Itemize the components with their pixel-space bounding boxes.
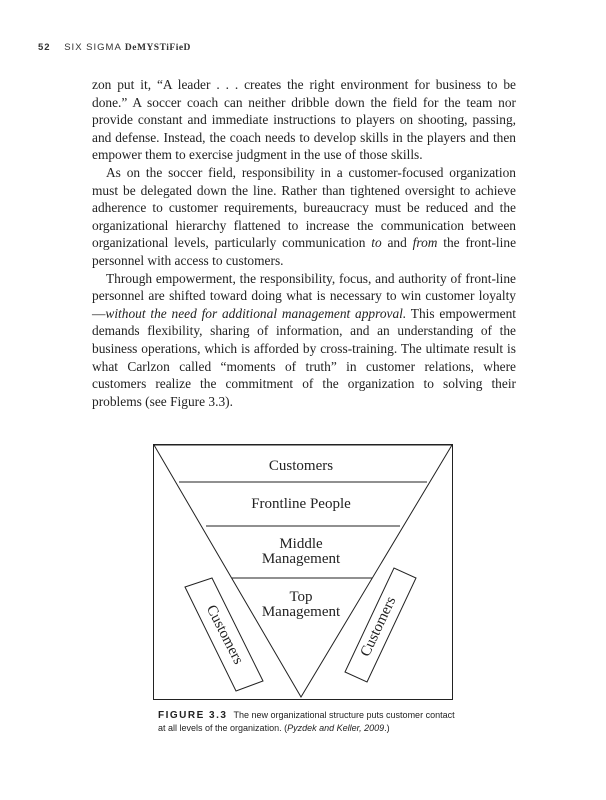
level-customers: Customers <box>268 458 334 474</box>
caption-close: .) <box>384 723 390 733</box>
figure-frame <box>154 445 453 700</box>
caption-citation: Pyzdek and Keller, 2009 <box>287 723 385 733</box>
book-title-suffix: DeMYSTiFieD <box>124 43 191 53</box>
level-top-line1: Top <box>289 589 313 605</box>
paragraph-3 <box>92 270 516 411</box>
figure-caption <box>158 709 458 735</box>
figure-label: FIGURE 3.3 <box>158 710 228 721</box>
body-text <box>92 76 516 410</box>
paragraph-2-text-b: and <box>381 235 413 251</box>
book-title: SIX SIGMA <box>64 42 122 53</box>
level-top-line2: Management <box>261 604 341 620</box>
paragraph-3-emphasis: without the need for additional management approval. <box>105 305 407 321</box>
paragraph-2-emphasis-from: from <box>412 235 438 251</box>
paragraph-3-text-b: This empowerment demands flexibility, sharing of information, and an understanding of the business operations, which is afforded by cross-training. The ultimate result is what Carlzon called “moments of truth” in customer relations, where customers realize the commitment of the organization to solving their problems (see Figure 3.3). <box>92 305 516 409</box>
level-middle-line2: Management <box>261 551 341 567</box>
left-customers-label: Customers <box>202 602 247 667</box>
caption-text: The new organizational structure puts customer contact at all levels of the organization. ( <box>158 710 455 733</box>
page-number: 52 <box>38 42 51 53</box>
paragraph-2-text-c: the front-line personnel with access to customers. <box>92 235 517 268</box>
running-head <box>38 42 191 53</box>
paragraph-3-text-a: Through empowerment, the responsibility, focus, and authority of front-line personnel are shifted toward doing what is necessary to win customer loyalty— <box>92 270 516 321</box>
right-customers-label: Customers <box>357 594 400 660</box>
paragraph-2-emphasis-to: to <box>371 235 382 251</box>
level-middle-line1: Middle <box>279 536 323 552</box>
figure-3-3 <box>153 444 453 705</box>
org-structure-diagram <box>153 444 453 700</box>
paragraph-2 <box>92 164 516 270</box>
paragraph-2-text-a: As on the soccer field, responsibility in a customer-focused organization must be delegated down the line. Rather than tightened oversight to achieve adherence to customer requirements, bureaucracy must be reduced and the organizational hierarchy flattened to increase the communication between organizational levels, particularly communication <box>92 164 516 251</box>
level-frontline-people: Frontline People <box>251 496 351 512</box>
paragraph-1: zon put it, “A leader . . . creates the right environment for business to be done.” A soccer coach can neither dribble down the field for the team nor provide constant and immediate instructions to players on shooting, passing, and defense. Instead, the coach needs to develop skills in the players and then empower them to exercise judgment in the use of those skills. <box>92 77 516 163</box>
